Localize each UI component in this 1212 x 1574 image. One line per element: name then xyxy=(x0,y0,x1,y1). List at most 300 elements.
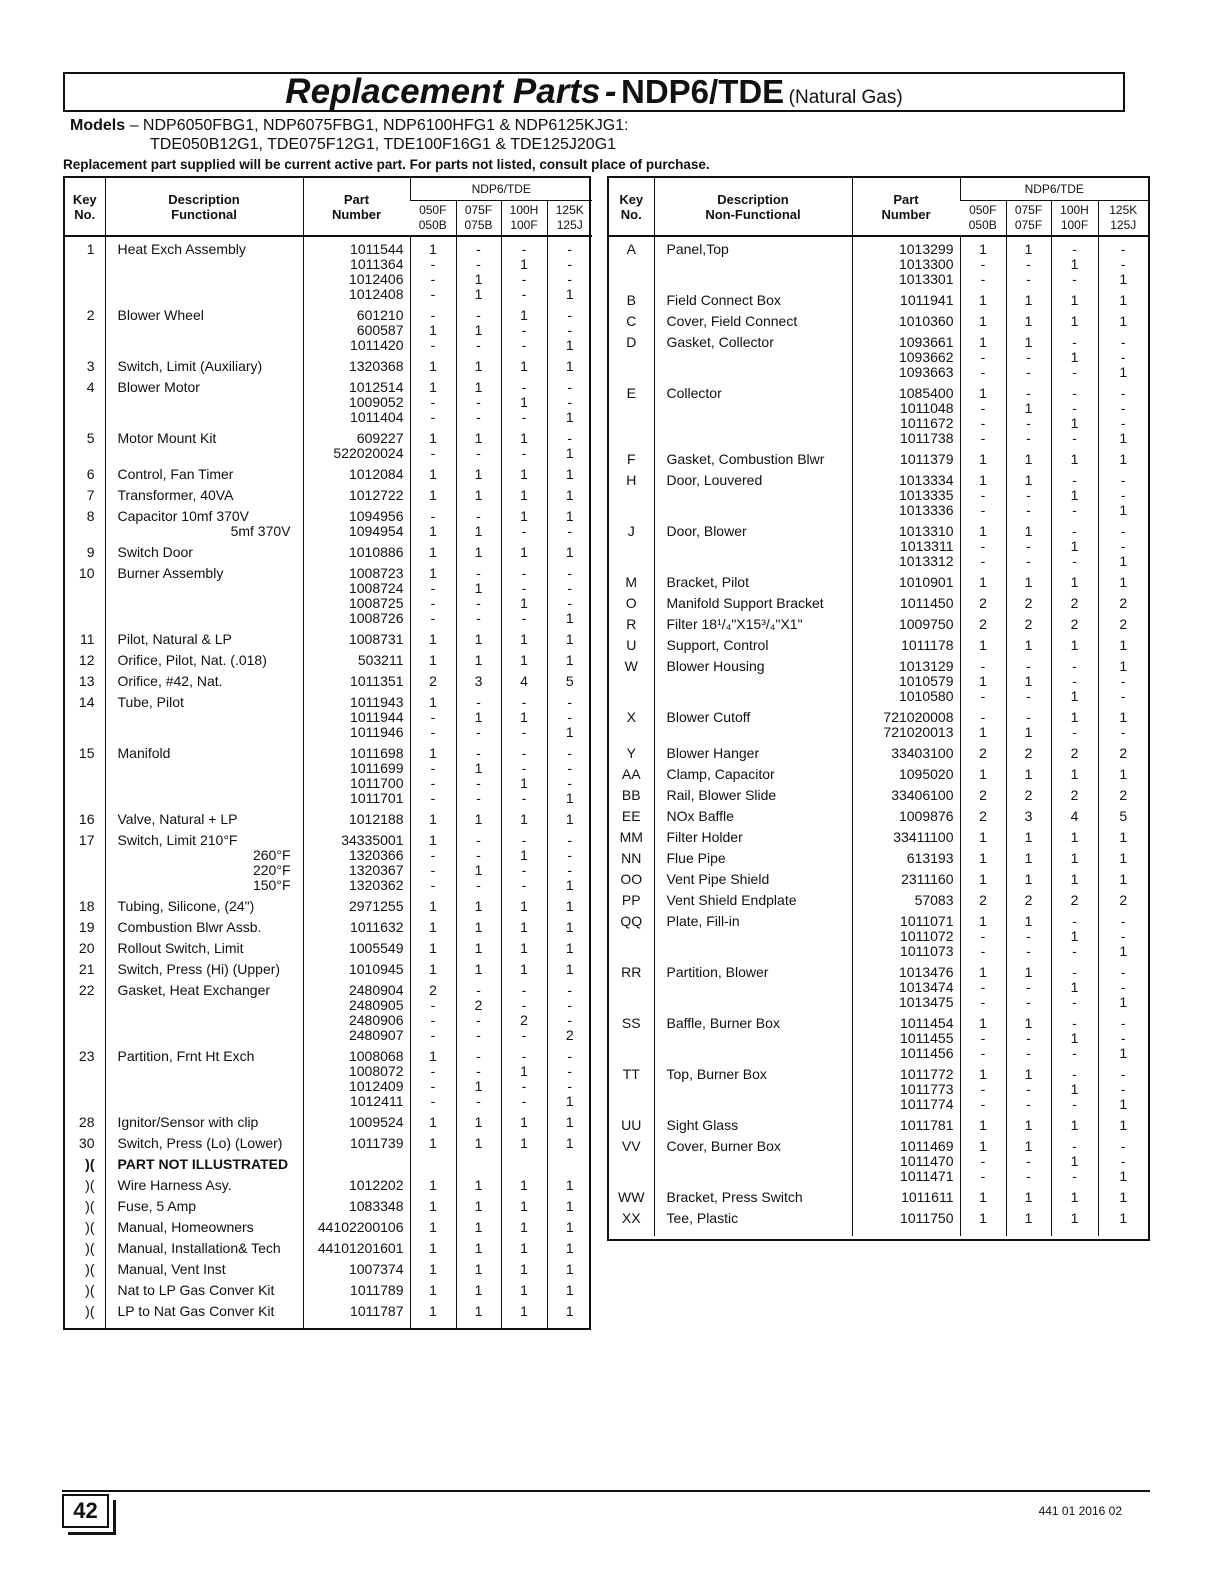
description-line: Control, Fan Timer xyxy=(117,466,234,482)
quantity-value: 1 xyxy=(1119,850,1128,866)
quantity-value: 1 xyxy=(474,580,483,596)
quantity-cell xyxy=(1098,872,1148,893)
quantity-value: 1 xyxy=(474,811,483,827)
quantity-value: 1 xyxy=(429,940,437,956)
quantity-cell xyxy=(501,899,547,920)
description-line: Tubing, Silicone, (24") xyxy=(117,898,255,914)
part-number-value: 1010886 xyxy=(348,544,404,560)
part-number xyxy=(303,431,410,467)
quantity-cell xyxy=(410,653,456,674)
quantity-cell xyxy=(501,1304,547,1329)
quantity-value: - xyxy=(980,1045,986,1061)
quantity-value: 1 xyxy=(1024,1015,1033,1031)
quantity-cell xyxy=(547,1220,592,1241)
quantity-value: 1 xyxy=(474,286,483,302)
part-number-value: 1011544 xyxy=(350,241,404,257)
quantity-value: - xyxy=(521,1093,527,1109)
quantity-value: 1 xyxy=(520,1240,528,1256)
quantity-cell xyxy=(1051,872,1098,893)
not-illustrated-label: PART NOT ILLUSTRATED xyxy=(105,1157,303,1178)
quantity-cell xyxy=(1098,914,1148,965)
quantity-cell xyxy=(501,674,547,695)
quantity-value: - xyxy=(430,394,436,410)
quantity-cell xyxy=(1051,236,1098,293)
quantity-value: - xyxy=(1072,241,1077,257)
quantity-value: - xyxy=(567,862,573,878)
part-number-value: 33403100 xyxy=(891,745,954,761)
part-number-value: 1011750 xyxy=(900,1210,954,1226)
quantity-value: 1 xyxy=(565,508,574,524)
quantity-cell xyxy=(456,308,501,359)
quantity-value: 1 xyxy=(520,466,528,482)
quantity-value: 1 xyxy=(979,637,987,653)
quantity-cell xyxy=(1051,809,1098,830)
quantity-value: 1 xyxy=(429,322,437,338)
quantity-value: - xyxy=(567,760,573,776)
description-line: Heat Exch Assembly xyxy=(117,241,246,257)
part-number-value: 1013299 xyxy=(898,241,954,257)
quantity-cell xyxy=(1006,746,1051,767)
part-number xyxy=(852,914,960,965)
quantity-value: 1 xyxy=(520,1261,528,1277)
quantity-value: - xyxy=(476,1063,481,1079)
quantity-cell xyxy=(501,812,547,833)
quantity-value: 1 xyxy=(565,1303,574,1319)
quantity-value: 1 xyxy=(474,379,483,395)
key-number: 19 xyxy=(78,919,95,935)
quantity-cell xyxy=(1006,788,1051,809)
quantity-value: 1 xyxy=(429,1240,437,1256)
description-line: Blower Motor xyxy=(117,379,200,395)
quantity-cell xyxy=(1006,452,1051,473)
part-number-value: 600587 xyxy=(356,322,404,338)
quantity-value: - xyxy=(521,862,527,878)
quantity-value: 2 xyxy=(1024,595,1033,611)
quantity-value: - xyxy=(430,1012,436,1028)
quantity-value: 1 xyxy=(565,1093,574,1109)
quantity-cell xyxy=(960,1016,1006,1067)
part-number-value: 1320367 xyxy=(348,862,404,878)
quantity-value: - xyxy=(567,580,573,596)
title-sub: (Natural Gas) xyxy=(788,87,903,108)
part-number-value: 1012514 xyxy=(348,379,404,395)
quantity-cell xyxy=(456,359,501,380)
part-number xyxy=(852,575,960,596)
quantity-cell xyxy=(547,746,592,812)
quantity-value: 1 xyxy=(429,652,437,668)
part-description xyxy=(105,380,303,431)
quantity-value: 1 xyxy=(429,898,437,914)
quantity-value: 1 xyxy=(1070,292,1079,308)
quantity-value: - xyxy=(567,241,573,257)
quantity-value: 1 xyxy=(1024,829,1033,845)
part-number-value: 503211 xyxy=(357,652,404,668)
part-description xyxy=(105,1049,303,1115)
quantity-value: 1 xyxy=(474,1303,483,1319)
part-description xyxy=(105,509,303,545)
quantity-value: - xyxy=(476,241,481,257)
part-description xyxy=(105,545,303,566)
quantity-cell xyxy=(456,566,501,632)
quantity-value: - xyxy=(521,241,527,257)
table-row xyxy=(65,962,592,983)
quantity-value: 1 xyxy=(474,1114,483,1130)
quantity-value: - xyxy=(430,337,436,353)
part-description xyxy=(105,833,303,899)
quantity-value: - xyxy=(1072,364,1077,380)
quantity-cell xyxy=(960,659,1006,710)
quantity-value: - xyxy=(980,1030,986,1046)
description-line: 5mf 370V xyxy=(230,523,291,539)
key-header-line: No. xyxy=(620,206,642,222)
quantity-value: 1 xyxy=(520,919,528,935)
key-number: C xyxy=(626,313,637,329)
description-line: Switch, Limit (Auxiliary) xyxy=(117,358,263,374)
quantity-value: 1 xyxy=(1024,850,1033,866)
quantity-value: - xyxy=(567,1048,573,1064)
quantity-value: 2 xyxy=(1119,595,1128,611)
quantity-value: - xyxy=(430,580,436,596)
quantity-cell xyxy=(410,431,456,467)
table-row xyxy=(609,710,1148,746)
part-description xyxy=(654,236,852,293)
quantity-cell xyxy=(410,488,456,509)
quantity-cell xyxy=(960,1139,1006,1190)
parts-table-grid xyxy=(609,178,1148,1236)
quantity-cell xyxy=(960,710,1006,746)
quantity-cell xyxy=(1006,809,1051,830)
quantity-cell xyxy=(456,488,501,509)
quantity-cell xyxy=(456,746,501,812)
quantity-cell xyxy=(456,1049,501,1115)
quantity-value: 1 xyxy=(565,1240,574,1256)
quantity-cell xyxy=(410,380,456,431)
part-number-value: 1008725 xyxy=(348,595,404,611)
quantity-value: 1 xyxy=(474,487,483,503)
part-description xyxy=(105,1262,303,1283)
not-illustrated-row xyxy=(65,1157,592,1178)
quantity-value: - xyxy=(567,565,573,581)
description-line: Manifold Support Bracket xyxy=(666,595,824,611)
part-number-value: 1093663 xyxy=(898,364,954,380)
part-number-header xyxy=(303,178,410,236)
part-description xyxy=(105,899,303,920)
part-number-value: 1013301 xyxy=(898,271,954,287)
quantity-cell xyxy=(1098,236,1148,293)
description-line: Burner Assembly xyxy=(117,565,224,581)
quantity-value: 1 xyxy=(474,1177,483,1193)
quantity-value: - xyxy=(1072,1066,1077,1082)
table-row xyxy=(65,1262,592,1283)
key-number: 16 xyxy=(78,811,95,827)
part-number-value: 1013312 xyxy=(898,553,954,569)
part-description xyxy=(105,236,303,308)
quantity-value: - xyxy=(430,1027,436,1043)
quantity-cell xyxy=(547,632,592,653)
quantity-cell xyxy=(547,509,592,545)
quantity-value: 1 xyxy=(429,487,437,503)
quantity-value: 1 xyxy=(474,898,483,914)
quantity-cell xyxy=(1098,575,1148,596)
quantity-value: 1 xyxy=(1024,1210,1033,1226)
quantity-cell xyxy=(456,431,501,467)
quantity-cell xyxy=(1006,575,1051,596)
quantity-cell xyxy=(410,1199,456,1220)
model-code: 050F xyxy=(419,203,447,217)
part-description xyxy=(654,965,852,1016)
description-line: Partition, Blower xyxy=(666,964,769,980)
quantity-value: 1 xyxy=(429,523,437,539)
part-description xyxy=(654,617,852,638)
quantity-value: - xyxy=(1072,1045,1077,1061)
table-row xyxy=(65,359,592,380)
quantity-value: 1 xyxy=(1119,451,1128,467)
quantity-value: 1 xyxy=(565,652,574,668)
quantity-cell xyxy=(1006,335,1051,386)
quantity-cell xyxy=(1006,851,1051,872)
description-line: Vent Pipe Shield xyxy=(666,871,770,887)
quantity-value: 1 xyxy=(474,544,483,560)
table-row xyxy=(65,833,592,899)
part-number-value: 1011632 xyxy=(350,919,404,935)
quantity-cell xyxy=(547,1304,592,1329)
quantity-value: 1 xyxy=(565,610,574,626)
key-number: 15 xyxy=(78,745,95,761)
quantity-value: - xyxy=(567,1063,573,1079)
description-line: LP to Nat Gas Conver Kit xyxy=(117,1303,275,1319)
quantity-value: 1 xyxy=(429,544,437,560)
model-code: 050B xyxy=(968,218,997,232)
quantity-value: 1 xyxy=(1070,256,1079,272)
quantity-value: - xyxy=(521,724,527,740)
quantity-cell xyxy=(1098,788,1148,809)
quantity-value: 2 xyxy=(979,595,987,611)
quantity-value: 1 xyxy=(1119,829,1128,845)
title-main: Replacement Parts xyxy=(285,72,601,111)
table-row xyxy=(65,1136,592,1157)
quantity-cell xyxy=(1051,1067,1098,1118)
quantity-value: 1 xyxy=(520,1198,528,1214)
quantity-value: 1 xyxy=(1024,724,1033,740)
quantity-value: 2 xyxy=(1119,892,1128,908)
part-number-value: 1012406 xyxy=(348,271,404,287)
table-row xyxy=(609,293,1148,314)
description-line: Plate, Fill-in xyxy=(666,913,740,929)
quantity-value: - xyxy=(521,832,527,848)
quantity-value: - xyxy=(567,745,573,761)
quantity-value: 1 xyxy=(565,961,574,977)
quantity-value: 1 xyxy=(565,487,574,503)
table-row xyxy=(65,1199,592,1220)
part-number-value: 2480905 xyxy=(348,997,404,1013)
quantity-value: - xyxy=(476,409,481,425)
quantity-value: - xyxy=(1072,943,1077,959)
key-number: R xyxy=(626,616,637,632)
quantity-value: - xyxy=(430,760,436,776)
key-number: BB xyxy=(621,787,641,803)
quantity-value: 1 xyxy=(520,847,528,863)
quantity-value: 1 xyxy=(979,673,987,689)
table-row xyxy=(65,632,592,653)
quantity-value: - xyxy=(430,724,436,740)
quantity-value: 1 xyxy=(1119,1189,1128,1205)
part-number xyxy=(303,941,410,962)
quantity-cell xyxy=(960,1190,1006,1211)
quantity-cell xyxy=(1051,524,1098,575)
quantity-value: - xyxy=(521,337,527,353)
quantity-value: 1 xyxy=(474,1282,483,1298)
quantity-cell xyxy=(547,488,592,509)
description-line: Bracket, Pilot xyxy=(666,574,749,590)
quantity-value: - xyxy=(567,832,573,848)
quantity-cell xyxy=(1006,293,1051,314)
quantity-value: - xyxy=(476,790,481,806)
table-row xyxy=(609,236,1148,293)
description-line: 260°F xyxy=(252,847,291,863)
part-number xyxy=(852,1016,960,1067)
part-number-value: 57083 xyxy=(914,892,954,908)
quantity-value: 1 xyxy=(1119,574,1128,590)
key-number: 13 xyxy=(78,673,95,689)
part-number xyxy=(303,236,410,308)
part-number xyxy=(303,983,410,1049)
part-number xyxy=(852,293,960,314)
quantity-value: 2 xyxy=(1024,616,1033,632)
quantity-value: 1 xyxy=(1070,451,1079,467)
quantity-value: - xyxy=(1120,1081,1126,1097)
quantity-value: 1 xyxy=(474,1198,483,1214)
part-number xyxy=(303,674,410,695)
part-number xyxy=(852,893,960,914)
quantity-value: - xyxy=(1072,472,1077,488)
part-description xyxy=(105,359,303,380)
quantity-value: - xyxy=(1026,349,1031,365)
quantity-value: 1 xyxy=(979,1189,987,1205)
quantity-cell xyxy=(410,545,456,566)
quantity-value: 1 xyxy=(1024,574,1033,590)
table-row xyxy=(65,653,592,674)
quantity-value: 1 xyxy=(429,1114,437,1130)
quantity-value: 1 xyxy=(979,1015,987,1031)
key-number: VV xyxy=(621,1138,641,1154)
description-line: Support, Control xyxy=(666,637,769,653)
quantity-value: - xyxy=(567,1078,573,1094)
quantity-value: - xyxy=(1026,1153,1031,1169)
model-group-header: NDP6/TDE xyxy=(410,178,592,201)
part-number-value: 1011455 xyxy=(900,1030,954,1046)
quantity-cell xyxy=(456,1178,501,1199)
quantity-value: - xyxy=(1026,688,1031,704)
key-number: RR xyxy=(621,964,642,980)
quantity-cell xyxy=(410,674,456,695)
quantity-value: 1 xyxy=(565,445,574,461)
quantity-cell xyxy=(410,236,456,308)
quantity-value: 1 xyxy=(565,877,574,893)
quantity-cell xyxy=(960,746,1006,767)
quantity-cell xyxy=(1006,617,1051,638)
description-line: Switch, Limit 210°F xyxy=(117,832,238,848)
quantity-value: 1 xyxy=(429,358,437,374)
quantity-value: 1 xyxy=(429,745,437,761)
key-header xyxy=(65,178,105,236)
quantity-value: - xyxy=(980,658,986,674)
quantity-value: - xyxy=(1072,1015,1077,1031)
description-line: Top, Burner Box xyxy=(666,1066,767,1082)
key-number: 23 xyxy=(78,1048,95,1064)
quantity-cell xyxy=(960,335,1006,386)
part-description xyxy=(654,1211,852,1236)
quantity-value: - xyxy=(980,553,986,569)
quantity-value: - xyxy=(980,400,986,416)
table-row xyxy=(609,638,1148,659)
quantity-value: 1 xyxy=(1024,1189,1033,1205)
footer-rule xyxy=(62,1490,1150,1492)
part-number xyxy=(852,872,960,893)
key-number: 20 xyxy=(78,940,95,956)
quantity-cell xyxy=(501,941,547,962)
part-number xyxy=(852,830,960,851)
quantity-cell xyxy=(1051,914,1098,965)
part-number-value: 1011450 xyxy=(900,595,954,611)
quantity-value: 1 xyxy=(565,1198,574,1214)
quantity-cell xyxy=(501,467,547,488)
quantity-value: 1 xyxy=(429,1303,437,1319)
part-number xyxy=(303,509,410,545)
part-number-value: 1011351 xyxy=(350,673,404,689)
quantity-value: 1 xyxy=(520,709,528,725)
quantity-cell xyxy=(1006,767,1051,788)
part-number xyxy=(852,236,960,293)
quantity-value: 1 xyxy=(429,379,437,395)
key-number: WW xyxy=(618,1189,645,1205)
quantity-value: - xyxy=(430,307,436,323)
quantity-value: - xyxy=(521,877,527,893)
quantity-value: 2 xyxy=(1024,892,1033,908)
description-line: Gasket, Collector xyxy=(666,334,774,350)
key-number: F xyxy=(626,451,636,467)
key-number: TT xyxy=(622,1066,640,1082)
key-number: EE xyxy=(621,808,641,824)
quantity-cell xyxy=(501,566,547,632)
key-number: PP xyxy=(621,892,641,908)
quantity-value: 1 xyxy=(429,1282,437,1298)
quantity-value: - xyxy=(567,1012,573,1028)
model-code: 125K xyxy=(1109,203,1138,217)
description-header-line: Non-Functional xyxy=(705,206,801,222)
quantity-value: 1 xyxy=(429,1219,437,1235)
quantity-value: - xyxy=(567,307,573,323)
part-number xyxy=(852,314,960,335)
page-title xyxy=(63,72,1125,112)
quantity-value: 4 xyxy=(1070,808,1079,824)
part-number xyxy=(303,1049,410,1115)
quantity-cell xyxy=(960,386,1006,452)
table-row xyxy=(609,473,1148,524)
quantity-value: - xyxy=(476,847,481,863)
quantity-value: - xyxy=(1120,1138,1126,1154)
quantity-value: 1 xyxy=(520,307,528,323)
description-line: Nat to LP Gas Conver Kit xyxy=(117,1282,275,1298)
quantity-cell xyxy=(501,746,547,812)
part-number-value: 1012188 xyxy=(348,811,404,827)
quantity-value: 2 xyxy=(1070,892,1079,908)
part-description xyxy=(654,1067,852,1118)
quantity-cell xyxy=(960,851,1006,872)
quantity-cell xyxy=(1051,965,1098,1016)
description-line: Switch Door xyxy=(117,544,193,560)
part-number-value: 33406100 xyxy=(891,787,954,803)
model-code: 125J xyxy=(556,218,583,232)
